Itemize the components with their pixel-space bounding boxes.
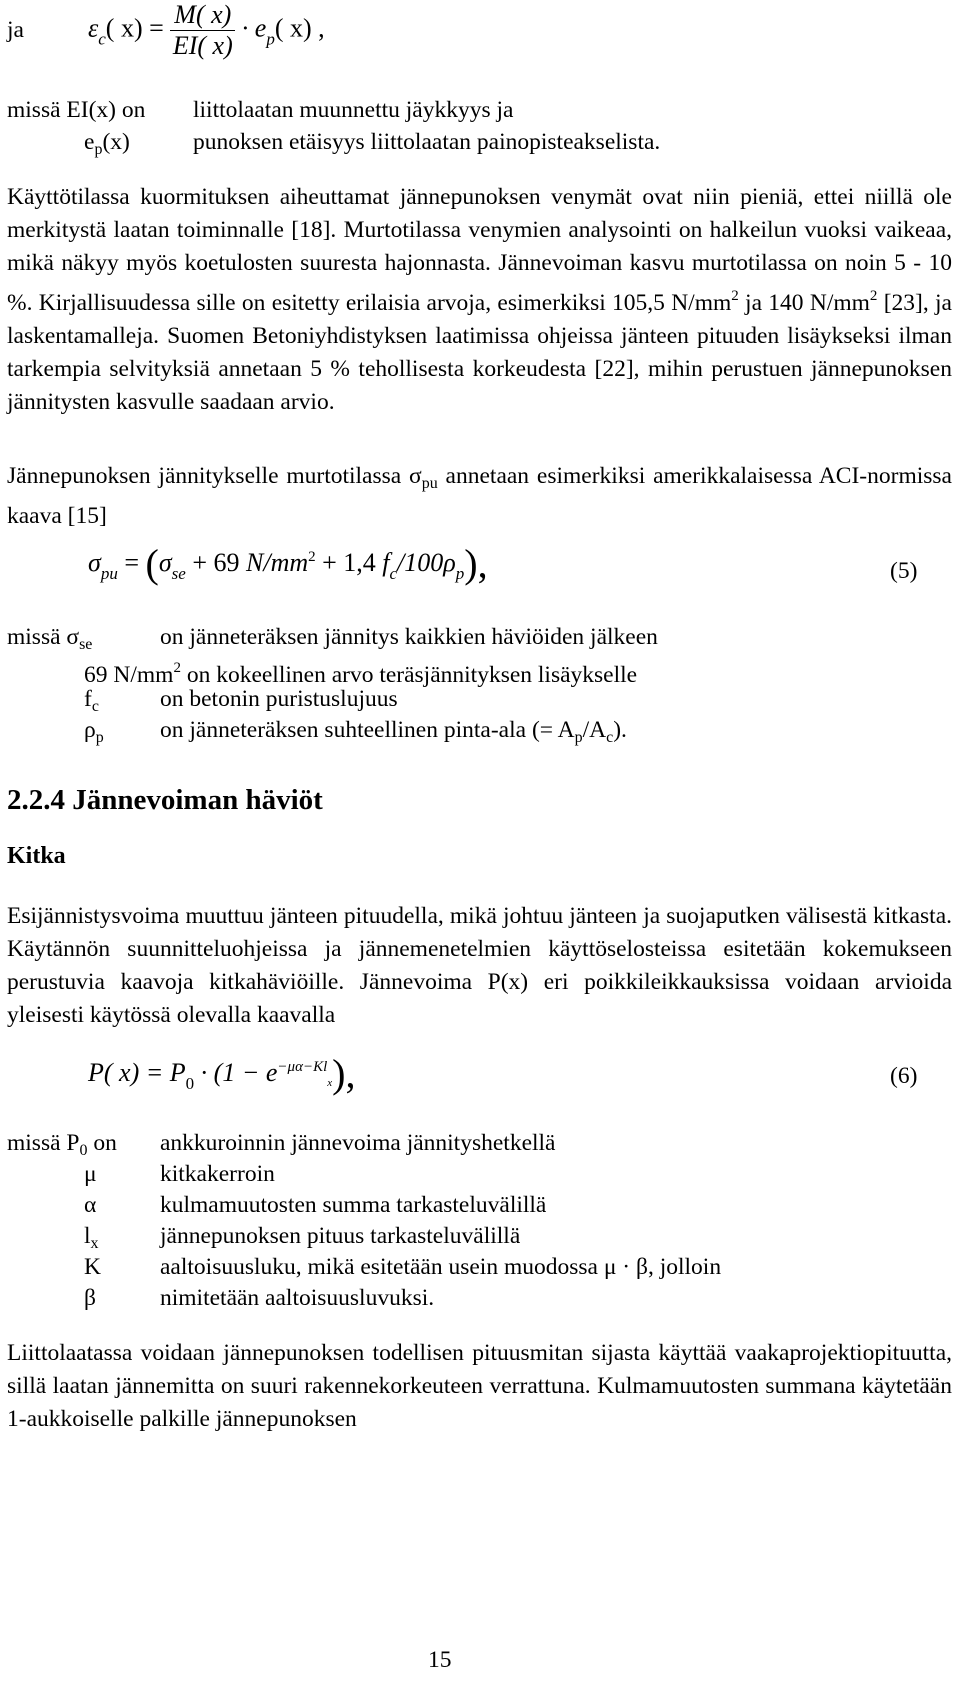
def-desc-k: aaltoisuusluku, mikä esitetään usein muodossa μ · β, jolloin bbox=[160, 1254, 722, 1280]
def-term-lx: $l_x$ bbox=[84, 1223, 99, 1252]
paragraph-aci: Jännepunoksen jännitykselle murtotilassa $\sigma_{pu}$ annetaan esimerkiksi amerikkalaisessa ACI-normissa kaava [15] bbox=[7, 463, 952, 529]
def-line-69: 69 $N/mm^2$ on kokeellinen arvo teräsjännityksen lisäykselle bbox=[84, 660, 638, 688]
def-term-ep: $e_p(x)$ bbox=[84, 129, 130, 158]
def-desc-ep: punoksen etäisyys liittolaatan painopisteakselista. bbox=[193, 129, 661, 155]
def-desc-p0: ankkuroinnin jännevoima jännityshetkellä bbox=[160, 1130, 556, 1156]
equation-6: P( $x) = P_0 \cdot (1 - e^{-\mu\alpha-Kl}_x)$, bbox=[88, 1051, 356, 1096]
def-term-alpha: α bbox=[84, 1192, 97, 1218]
equation-5-number: (5) bbox=[890, 558, 918, 584]
def-term-ei: missä EI(x) on bbox=[7, 97, 146, 123]
def-term-p0: missä $P_0$ on bbox=[7, 1130, 117, 1159]
def-desc-fc: on betonin puristuslujuus bbox=[160, 686, 398, 712]
def-desc-alpha: kulmamuutosten summa tarkasteluvälillä bbox=[160, 1192, 547, 1218]
def-desc-lx: jännepunoksen pituus tarkasteluvälillä bbox=[160, 1223, 521, 1249]
def-term-sigma-se: missä $\sigma_{se}$ bbox=[7, 624, 93, 653]
def-desc-beta: nimitetään aaltoisuusluvuksi. bbox=[160, 1285, 435, 1311]
def-term-rho-p: $\rho_p$ bbox=[84, 717, 104, 746]
eq-lead: ja bbox=[7, 17, 24, 43]
def-desc-sigma-se: on jänneteräksen jännitys kaikkien häviöiden jälkeen bbox=[160, 624, 658, 650]
def-term-fc: $f_c$ bbox=[84, 686, 99, 715]
equation-strain: $\varepsilon_c$( x) = $\frac{M( x)}{EI( x)}$ · $e_p$( x) , bbox=[88, 0, 325, 60]
def-term-beta: β bbox=[84, 1285, 96, 1311]
equation-6-number: (6) bbox=[890, 1063, 918, 1089]
def-desc-mu: kitkakerroin bbox=[160, 1161, 275, 1187]
equation-5: $\sigma_{pu} = (\sigma_{se} + 69$ $N/mm^2 + 1,4$ $f_c/100\rho_p$), bbox=[88, 541, 488, 586]
def-desc-ei: liittolaatan muunnettu jäykkyys ja bbox=[193, 97, 514, 123]
paragraph-friction: Esijännistysvoima muuttuu jänteen pituudella, mikä johtuu jänteen ja suojaputken välisestä kitkasta. Käytännön suunnitteluohjeissa ja jännemenetelmien käyttöselosteissa esitetään kokemukseen perustuvia kaavoja kitkahäviöille. Jännevoima P(x) eri poikkileikkauksissa voidaan arvioida yleisesti käytössä olevalla kaavalla bbox=[7, 903, 952, 1028]
section-heading: 2.2.4 Jännevoiman häviöt bbox=[7, 784, 323, 816]
paragraph-usage-state: Käyttötilassa kuormituksen aiheuttamat jännepunoksen venymät ovat niin pieniä, ettei niillä ole merkitystä laatan toiminnalle [18]. Murtotilassa venymien analysointi on halkeilun vuoksi vaikeaa, mikä näkyy myös koetulosten suuresta hajonnasta. Jännevoiman kasvu murtotilassa on noin 5 - 10 %. Kirjallisuudessa sille on esitetty erilaisia arvoja, esimerkiksi 105,5 $N/mm^2$ ja 140 $N/mm^2$ [23], ja laskentamalleja. Suomen Betoniyhdistyksen laatimissa ohjeissa jänteen pituuden lisäykseksi ilman tarkempia selvityksiä annetaan 5 % tehollisesta korkeudesta [22], mihin perustuen jännepunoksen jännitysten kasvulle saadaan arvio. bbox=[7, 184, 952, 415]
paragraph-composite-slab: Liittolaatassa voidaan jännepunoksen todellisen pituusmitan sijasta käyttää vaakaprojektiopituutta, sillä laatan jännemitta on suuri rakennekorkeuteen verrattuna. Kulmamuutosten summana käytetään 1-aukkoiselle palkille jännepunoksen bbox=[7, 1340, 952, 1432]
page-number: 15 bbox=[428, 1647, 452, 1673]
subsection-heading: Kitka bbox=[7, 843, 66, 869]
def-term-mu: μ bbox=[84, 1161, 97, 1187]
def-term-k: K bbox=[84, 1254, 101, 1280]
def-desc-rho-p: on jänneteräksen suhteellinen pinta-ala (= $A_p/A_c$). bbox=[160, 717, 627, 746]
fraction: $\frac{M( x)}{EI( x)}$ bbox=[170, 0, 235, 61]
